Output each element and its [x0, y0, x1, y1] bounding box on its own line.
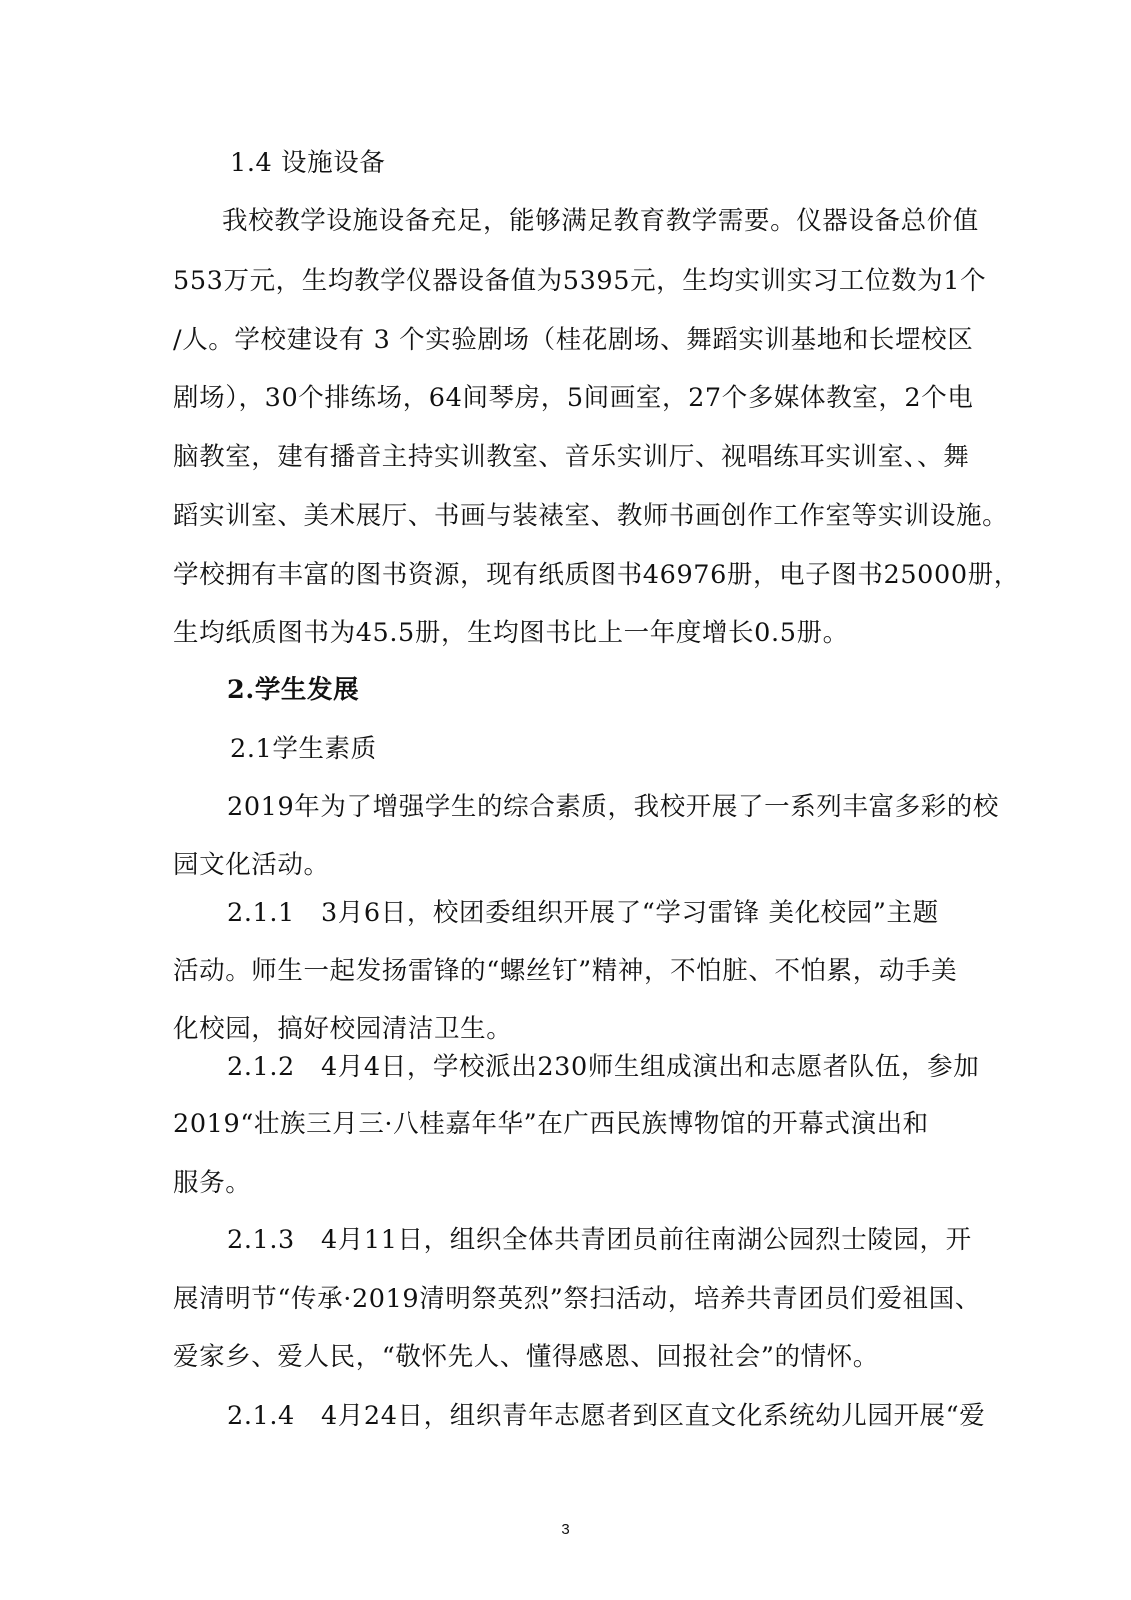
paragraph-line: 我校教学设施设备充足，能够满足教育教学需要。仪器设备总价值: [222, 206, 979, 236]
paragraph-line: 553万元，生均教学仪器设备值为5395元，生均实训实习工位数为1个: [173, 266, 987, 296]
paragraph-line: 学校拥有丰富的图书资源，现有纸质图书46976册，电子图书25000册，: [173, 560, 1020, 590]
paragraph-line: 2.1.3 4月11日，组织全体共青团员前往南湖公园烈士陵园，开: [227, 1225, 972, 1255]
paragraph-line: 生均纸质图书为45.5册，生均图书比上一年度增长0.5册。: [173, 618, 849, 648]
paragraph-line: 剧场），30个排练场，64间琴房，5间画室，27个多媒体教室，2个电: [173, 383, 974, 413]
paragraph-line: 2019“壮族三月三·八桂嘉年华”在广西民族博物馆的开幕式演出和: [173, 1109, 929, 1139]
paragraph-line: 2.1.4 4月24日，组织青年志愿者到区直文化系统幼儿园开展“爱: [227, 1401, 986, 1431]
section-heading-2-1: 2.1学生素质: [230, 734, 377, 764]
paragraph-line: 展清明节“传承·2019清明祭英烈”祭扫活动，培养共青团员们爱祖国、: [173, 1284, 981, 1314]
paragraph-line: 2.1.2 4月4日，学校派出230师生组成演出和志愿者队伍，参加: [227, 1052, 980, 1082]
paragraph-line: 园文化活动。: [173, 850, 330, 880]
paragraph-line: 脑教室，建有播音主持实训教室、音乐实训厅、视唱练耳实训室、、舞: [173, 442, 970, 472]
section-heading-2: 2.学生发展: [227, 675, 360, 705]
page-number: 3: [561, 1521, 570, 1538]
paragraph-line: /人。学校建设有 3 个实验剧场（桂花剧场、舞蹈实训基地和长堽校区: [173, 325, 974, 355]
section-heading-1-4: 1.4 设施设备: [230, 148, 386, 178]
paragraph-line: 2.1.1 3月6日，校团委组织开展了“学习雷锋 美化校园”主题: [227, 898, 939, 928]
paragraph-line: 蹈实训室、美术展厅、书画与装裱室、教师书画创作工作室等实训设施。: [173, 501, 1009, 531]
paragraph-line: 化校园，搞好校园清洁卫生。: [173, 1014, 513, 1044]
paragraph-line: 爱家乡、爱人民，“敬怀先人、懂得感恩、回报社会”的情怀。: [173, 1342, 879, 1372]
paragraph-line: 活动。师生一起发扬雷锋的“螺丝钉”精神，不怕脏、不怕累，动手美: [173, 956, 958, 986]
paragraph-line: 2019年为了增强学生的综合素质，我校开展了一系列丰富多彩的校: [227, 792, 999, 822]
paragraph-line: 服务。: [173, 1168, 252, 1198]
